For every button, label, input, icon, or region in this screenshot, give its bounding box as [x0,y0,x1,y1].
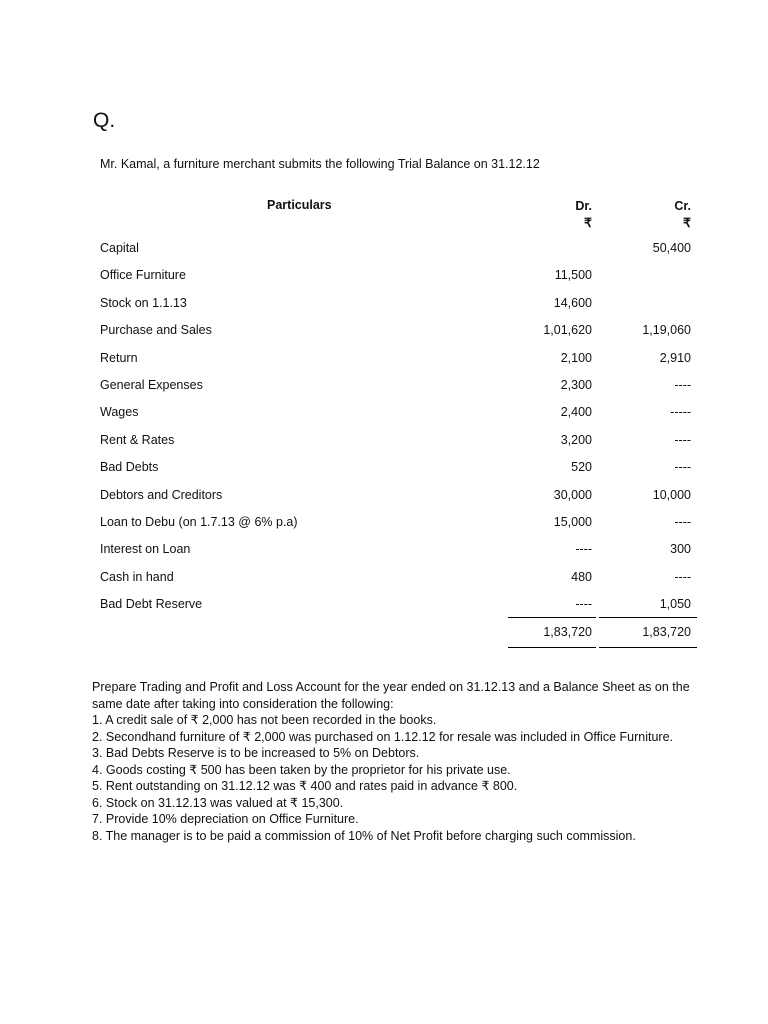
row-particulars: Wages [100,405,139,420]
row-particulars: Capital [100,241,139,255]
instructions-lead: Prepare Trading and Profit and Loss Account for the year ended on 31.12.13 and a Balance Sheet as on the same date after taking into consideration the following: [92,680,690,711]
row-particulars: Office Furniture [100,268,186,283]
intro-text: Mr. Kamal, a furniture merchant submits the following Trial Balance on 31.12.12 [100,157,540,171]
instructions [92,679,692,844]
total-rule-dr [508,617,596,618]
row-cr: ---- [674,377,691,392]
row-cr: ---- [674,569,691,584]
row-dr: ---- [575,597,592,612]
row-dr: 2,400 [560,405,592,420]
row-particulars: Bad Debt Reserve [100,597,203,612]
row-cr: 10,000 [652,487,691,502]
row-cr: 1,050 [659,597,691,612]
instruction-item: 4. Goods costing ₹ 500 has been taken by the proprietor for his private use. [92,762,511,777]
header-cr-currency: ₹ [683,216,691,230]
instruction-item: 2. Secondhand furniture of ₹ 2,000 was purchased on 1.12.12 for resale was included in Office Furniture. [92,729,673,744]
row-particulars: Loan to Debu (on 1.7.13 @ 6% p.a) [100,514,298,529]
table-row [0,591,768,618]
table-row [0,317,768,344]
row-cr: ---- [674,432,691,447]
header-dr [575,198,592,232]
table-row [0,262,768,289]
instruction-item: 6. Stock on 31.12.13 was valued at ₹ 15,300. [92,795,344,810]
row-particulars: General Expenses [100,377,203,392]
instructions-list [92,712,692,844]
question-label: Q. [93,109,116,132]
row-cr: 1,19,060 [642,323,691,338]
row-particulars: Return [100,350,138,365]
table-row [0,345,768,372]
row-cr: 50,400 [652,241,691,255]
row-dr: 30,000 [553,487,592,502]
row-particulars: Cash in hand [100,569,174,584]
header-cr-label: Cr. [674,199,691,213]
table-row [0,290,768,317]
table-row [0,454,768,481]
table-row [0,536,768,563]
row-cr: ---- [674,460,691,475]
row-dr: 1,01,620 [543,323,592,338]
row-particulars: Rent & Rates [100,432,175,447]
header-dr-currency: ₹ [584,216,592,230]
table-row [0,482,768,509]
total-cr: 1,83,720 [642,625,691,639]
total-dr: 1,83,720 [543,625,592,639]
row-dr: 2,100 [560,350,592,365]
instruction-item: 7. Provide 10% depreciation on Office Furniture. [92,812,359,826]
row-particulars: Purchase and Sales [100,323,212,338]
table-row [0,399,768,426]
bottom-rule-dr [508,647,596,648]
row-dr: 3,200 [560,432,592,447]
row-particulars: Debtors and Creditors [100,487,223,502]
table-row [0,235,768,262]
trial-balance-rows [0,235,768,618]
row-dr: 480 [571,569,592,584]
table-row [0,509,768,536]
row-cr: 2,910 [659,350,691,365]
row-particulars: Stock on 1.1.13 [100,295,187,310]
table-row [0,427,768,454]
row-particulars: Interest on Loan [100,542,191,557]
instruction-item: 8. The manager is to be paid a commission of 10% of Net Profit before charging such commission. [92,828,636,843]
instruction-item: 5. Rent outstanding on 31.12.12 was ₹ 400 and rates paid in advance ₹ 800. [92,779,518,793]
row-dr: 520 [571,460,592,475]
instruction-item: 1. A credit sale of ₹ 2,000 has not been recorded in the books. [92,713,437,727]
table-row [0,564,768,591]
row-dr: 14,600 [553,295,592,310]
table-row [0,372,768,399]
bottom-rule-cr [599,647,697,648]
row-cr: ---- [674,514,691,529]
header-dr-label: Dr. [575,199,592,213]
row-cr: ----- [670,405,691,420]
instruction-item: 3. Bad Debts Reserve is to be increased to 5% on Debtors. [92,746,420,760]
row-dr: 15,000 [553,514,592,529]
row-dr: 11,500 [554,268,592,283]
header-cr [674,198,691,232]
row-particulars: Bad Debts [100,460,159,475]
row-dr: ---- [575,542,592,557]
row-cr: 300 [670,542,691,557]
total-rule-cr [599,617,697,618]
row-dr: 2,300 [560,377,592,392]
header-particulars: Particulars [267,198,332,212]
